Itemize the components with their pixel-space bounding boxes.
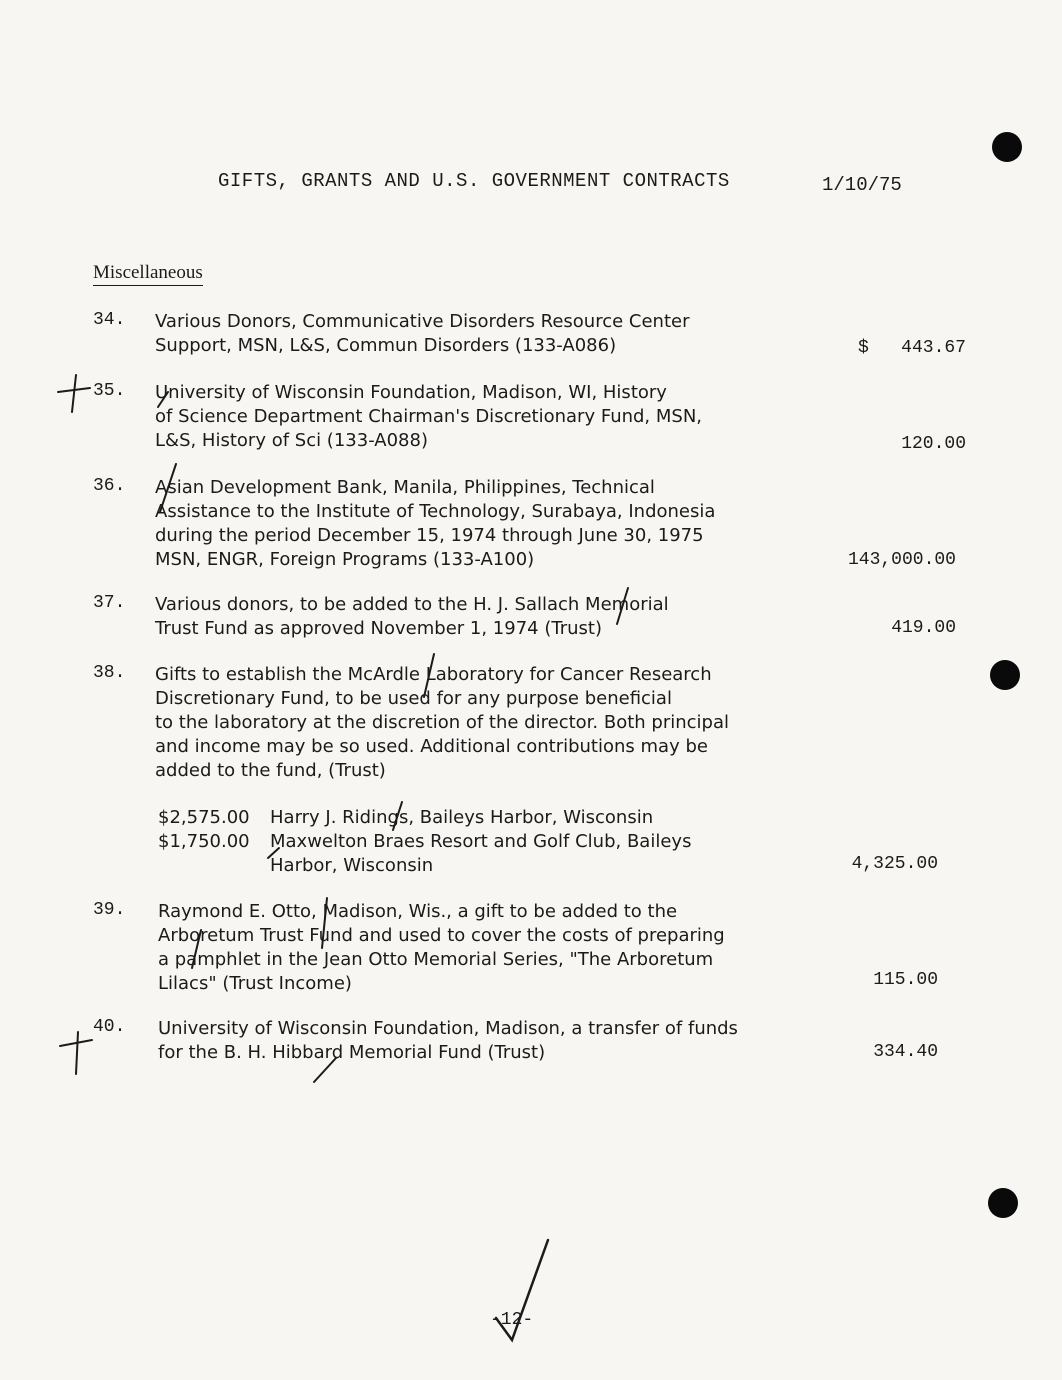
entry-amount: 120.00 — [901, 434, 966, 454]
entry-amount: 334.40 — [873, 1042, 938, 1062]
entry-text: University of Wisconsin Foundation, Madison, a transfer of funds for the B. H. Hibbard Memorial Fund (Trust) — [158, 1018, 738, 1063]
document-date: 1/10/75 — [822, 174, 902, 196]
entry-amount: 115.00 — [873, 970, 938, 990]
contribution-donor: Maxwelton Braes Resort and Golf Club, Baileys Harbor, Wisconsin — [270, 831, 692, 876]
contribution-amount: $2,575.00 — [158, 807, 250, 828]
entry-text: Various donors, to be added to the H. J. Sallach Memorial Trust Fund as approved November 1, 1974 (Trust) — [155, 594, 669, 639]
entry-text: University of Wisconsin Foundation, Madison, WI, History of Science Department Chairman's Discretionary Fund, MSN, L&S, History of Sci (133-A088) — [155, 382, 703, 451]
entry-number: 37. — [93, 593, 126, 613]
entry-number: 40. — [93, 1017, 126, 1037]
contribution-amount: $1,750.00 — [158, 831, 250, 852]
entry-amount: 4,325.00 — [851, 854, 938, 874]
entry-number: 35. — [93, 381, 126, 401]
entry-amount: 143,000.00 — [847, 550, 956, 570]
punch-hole-icon — [988, 1188, 1018, 1218]
entry-text: Asian Development Bank, Manila, Philippines, Technical Assistance to the Institute of Technology, Surabaya, Indonesia during the period December 15, 1974 through June 30, 1975 MSN, ENGR, Foreign Programs (133-A100) — [155, 477, 716, 570]
entry-number: 39. — [93, 900, 126, 920]
document-title: GIFTS, GRANTS AND U.S. GOVERNMENT CONTRACTS — [218, 170, 730, 192]
punch-hole-icon — [990, 660, 1020, 690]
punch-hole-icon — [992, 132, 1022, 162]
entry-number: 36. — [93, 476, 126, 496]
entry-text: Gifts to establish the McArdle Laboratory for Cancer Research Discretionary Fund, to be used for any purpose beneficial to the laboratory at the discretion of the director. Both principal and income may be so used. Additional contributions may be added to the fund, (Trust) — [155, 664, 729, 781]
entry-text: Various Donors, Communicative Disorders Resource Center Support, MSN, L&S, Commun Disorders (133-A086) — [155, 311, 690, 356]
contribution-row — [158, 830, 691, 878]
entry-number: 38. — [93, 663, 126, 683]
entry-amount: 419.00 — [891, 618, 956, 638]
contribution-row — [158, 806, 653, 830]
entry-amount: $ 443.67 — [857, 338, 966, 358]
entry-text: Raymond E. Otto, Madison, Wis., a gift to be added to the Arboretum Trust Fund and used to cover the costs of preparing a pamphlet in the Jean Otto Memorial Series, "The Arboretum Lilacs" (Trust Income) — [158, 901, 725, 994]
page-number: -12- — [490, 1310, 534, 1330]
entry-number: 34. — [93, 310, 126, 330]
section-heading: Miscellaneous — [93, 262, 203, 286]
contribution-donor: Harry J. Ridings, Baileys Harbor, Wisconsin — [270, 807, 654, 828]
